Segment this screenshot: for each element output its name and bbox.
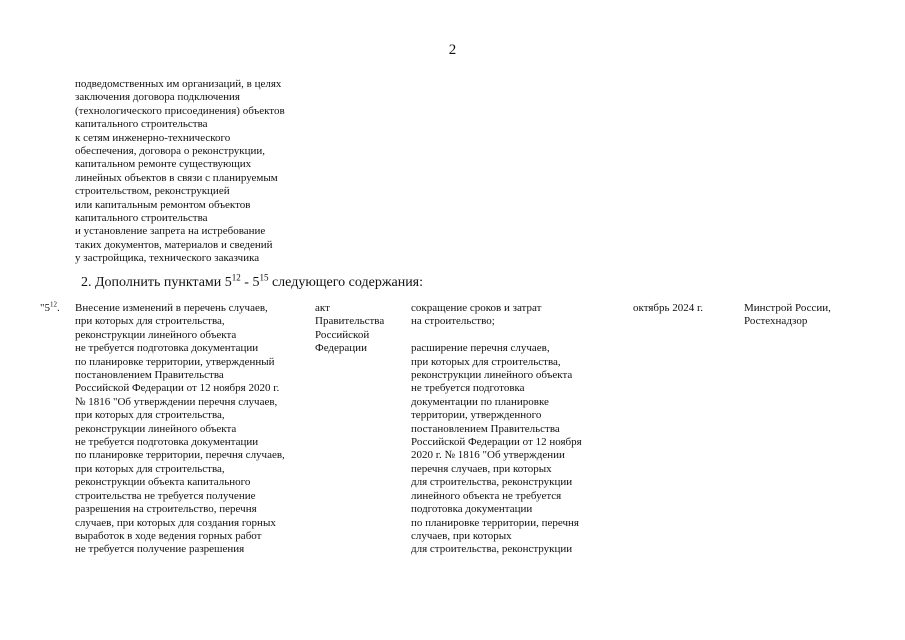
item-number-prefix: "5: [40, 302, 50, 314]
directive-sup-end: 15: [259, 272, 269, 283]
amendment-directive: [81, 272, 424, 291]
item-number-suffix: .: [57, 302, 60, 314]
item-number: [40, 302, 60, 315]
item-deadline: октябрь 2024 г.: [633, 302, 704, 314]
directive-prefix: 2. Дополнить пунктами 5: [81, 275, 232, 290]
directive-suffix: следующего содержания:: [268, 275, 424, 290]
item-act-type: акт Правительства Российской Федерации: [315, 302, 385, 355]
directive-middle: - 5: [240, 275, 260, 290]
item-number-sup: 12: [50, 300, 57, 309]
item-responsible: Минстрой России, Ростехнадзор: [744, 302, 831, 328]
page-number: 2: [448, 42, 457, 58]
item-expected-result: сокращение сроков и затрат на строительство; расширение перечня случаев, при которых для строительства, реконструкции линейного объекта не требуется подготовка документации по планировке территории, утвержденного постановлением Правительства Российской Федерации от 12 ноября 2020 г. № 1816 "Об утверждении перечня случаев, при которых для строительства, реконструкции линейного объекта не требуется подготовка документации по планировке территории, перечня случаев, при которых для строительства, реконструкции: [411, 302, 582, 556]
intro-paragraph: подведомственных им организаций, в целях заключения договора подключения (технологического присоединения) объектов капитального строительства к сетям инженерно-технического обеспечения, договора о реконструкции, капитальном ремонте существующих линейных объектов в связи с планируемым строительством, реконструкцией или капитальным ремонтом объектов капитального строительства и установление запрета на истребование таких документов, материалов и сведений у застройщика, технического заказчика: [75, 78, 285, 265]
item-description: Внесение изменений в перечень случаев, при которых для строительства, реконструкции линейного объекта не требуется подготовка документации по планировке территории, утвержденный постановлением Правительства Российской Федерации от 12 ноября 2020 г. № 1816 "Об утверждении перечня случаев, при которых для строительства, реконструкции линейного объекта не требуется подготовка документации по планировке территории, перечня случаев, при которых для строительства, реконструкции объекта капитального строительства не требуется получение разрешения на строительство, перечня случаев, при которых для создания горных выработок в ходе ведения горных работ не требуется получение разрешения: [75, 302, 285, 556]
directive-sup-start: 12: [231, 272, 241, 283]
